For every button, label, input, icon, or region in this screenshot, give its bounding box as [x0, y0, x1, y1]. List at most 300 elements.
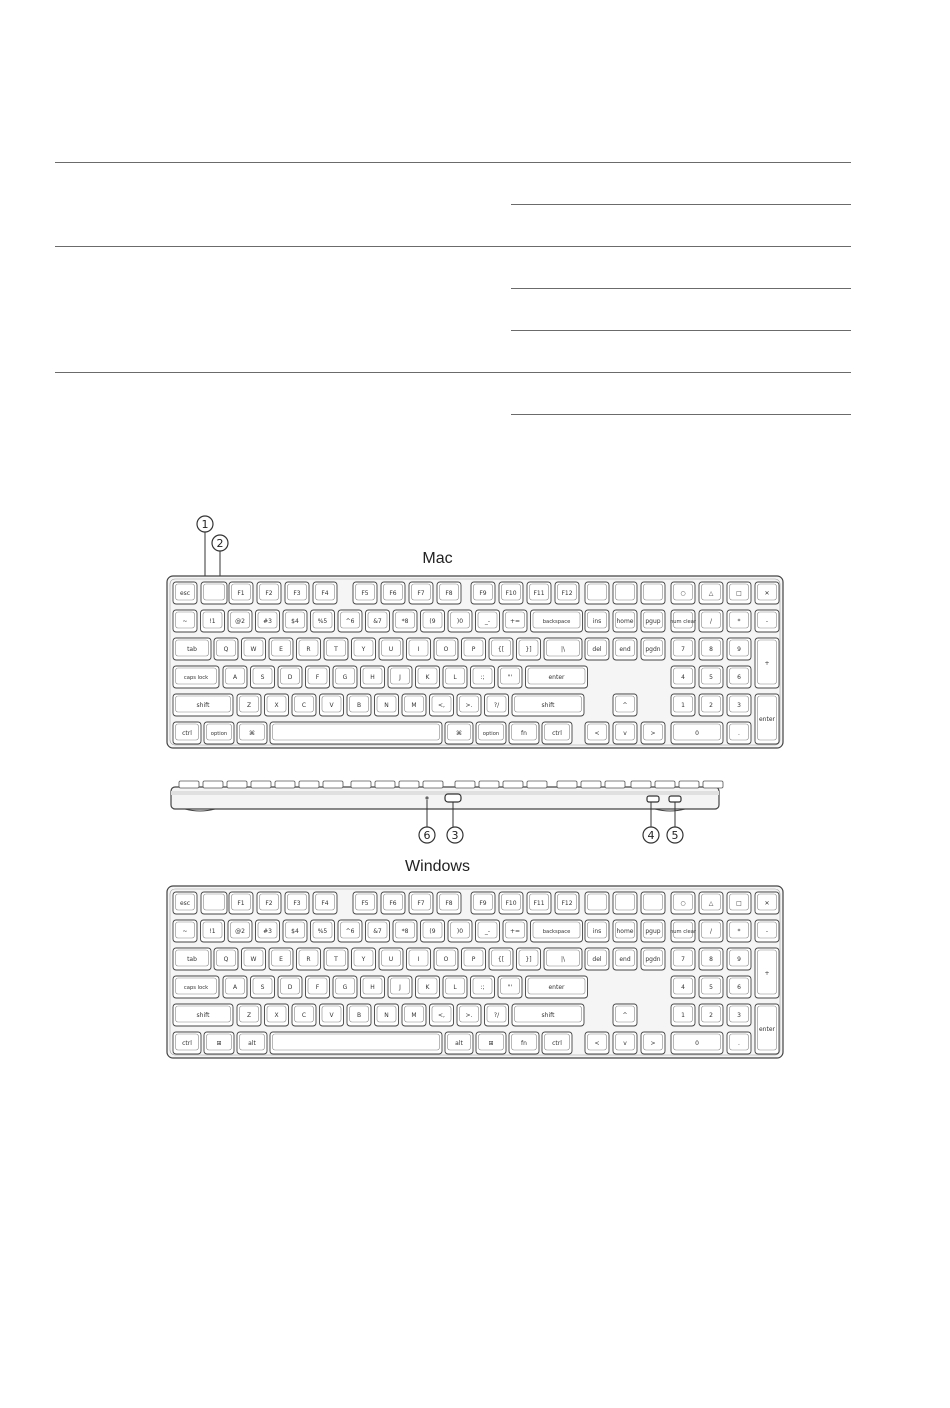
svg-text:"': "': [507, 674, 513, 681]
svg-text:^6: ^6: [345, 618, 355, 625]
side-keycap: [299, 781, 319, 788]
key-+=: [503, 610, 527, 632]
key-9: [727, 638, 751, 660]
key-△: [699, 582, 723, 604]
key-N: [375, 1004, 399, 1026]
key-R: [297, 638, 321, 660]
svg-text:>: >: [650, 730, 656, 737]
key-backspace: [531, 920, 583, 942]
side-keycap: [375, 781, 395, 788]
key-F12: [555, 892, 579, 914]
svg-text:esc: esc: [179, 590, 191, 597]
key-/: [699, 610, 723, 632]
svg-text:S: S: [260, 674, 265, 681]
key--: [755, 610, 779, 632]
key-numpad-0: [671, 722, 723, 744]
key-backslash: [544, 638, 582, 660]
key-bottom-7: [542, 1032, 572, 1054]
key-ins: [585, 920, 609, 942]
svg-text:L: L: [453, 674, 457, 681]
svg-text:Y: Y: [361, 956, 366, 963]
svg-text:$4: $4: [291, 928, 299, 935]
svg-text:△: △: [708, 900, 714, 907]
key-$4: [283, 920, 307, 942]
key-bottom-5: [476, 1032, 506, 1054]
key-"': [498, 666, 522, 688]
key-K: [416, 976, 440, 998]
key-numpad-dot: [727, 722, 751, 744]
key-S: [251, 666, 275, 688]
key-F10: [499, 892, 523, 914]
svg-text:-: -: [765, 618, 769, 625]
svg-text:D: D: [287, 674, 293, 681]
key-D: [278, 666, 302, 688]
key-shift-right: [512, 1004, 584, 1026]
key-pgup: [641, 920, 665, 942]
key-△: [699, 892, 723, 914]
key-X: [265, 694, 289, 716]
callout-6-label: 6: [423, 829, 431, 842]
key-blank: [201, 582, 227, 604]
key-F11: [527, 582, 551, 604]
svg-text:F9: F9: [479, 900, 487, 907]
key-bottom-3: [270, 1032, 442, 1054]
key-V: [320, 694, 344, 716]
table-rule: [511, 288, 851, 289]
svg-text:S: S: [260, 984, 265, 991]
svg-text:/: /: [709, 618, 713, 625]
svg-text:}]: }]: [525, 956, 532, 963]
key-A: [223, 666, 247, 688]
svg-text:T: T: [334, 646, 338, 653]
svg-text:8: 8: [709, 646, 713, 653]
svg-text:end: end: [619, 646, 631, 653]
key-E: [269, 948, 293, 970]
key-F6: [381, 892, 405, 914]
svg-text:P: P: [471, 646, 476, 653]
key-U: [379, 638, 403, 660]
key-Y: [352, 638, 376, 660]
svg-text:D: D: [287, 984, 293, 991]
key-mic: [613, 892, 637, 914]
svg-text:2: 2: [709, 1012, 713, 1019]
key-U: [379, 948, 403, 970]
svg-text:U: U: [388, 646, 394, 653]
table-rule: [55, 372, 851, 373]
key-arrow-9: [613, 1032, 637, 1054]
svg-text:F10: F10: [505, 900, 517, 907]
svg-text:J: J: [399, 984, 401, 991]
key-F9: [471, 892, 495, 914]
svg-text:*8: *8: [401, 928, 409, 935]
side-keycap: [557, 781, 577, 788]
svg-text:9: 9: [737, 646, 741, 653]
side-keycap: [703, 781, 723, 788]
key-arrow-up: [613, 694, 637, 716]
svg-text:F5: F5: [361, 900, 369, 907]
key-A: [223, 976, 247, 998]
svg-text:F1: F1: [237, 900, 245, 907]
key-arrow-9: [613, 722, 637, 744]
key-_-: [476, 610, 500, 632]
key-V: [320, 1004, 344, 1026]
svg-text:G: G: [342, 674, 348, 681]
table-rule-top: [55, 162, 851, 163]
usb-c-port: [445, 794, 461, 802]
side-keycap: [399, 781, 419, 788]
svg-text:G: G: [342, 984, 348, 991]
svg-text:F8: F8: [445, 900, 453, 907]
key-enter: [526, 976, 588, 998]
key-del: [585, 948, 609, 970]
key-bottom-4: [445, 722, 473, 744]
svg-text:home: home: [616, 618, 634, 625]
key-O: [434, 638, 458, 660]
key-F4: [313, 582, 337, 604]
svg-text:(9: (9: [429, 618, 436, 625]
key-F2: [257, 892, 281, 914]
svg-text:B: B: [356, 1012, 362, 1019]
svg-text:⌘: ⌘: [456, 730, 462, 737]
key-?/: [485, 1004, 509, 1026]
svg-text:4: 4: [681, 674, 685, 681]
svg-text:*: *: [737, 928, 741, 935]
svg-text:9: 9: [737, 956, 741, 963]
svg-text:M: M: [411, 1012, 417, 1019]
svg-text:end: end: [619, 956, 631, 963]
svg-text:C: C: [301, 1012, 307, 1019]
svg-text:V: V: [329, 702, 334, 709]
key-F6: [381, 582, 405, 604]
svg-text:alt: alt: [455, 1040, 463, 1047]
svg-text:□: □: [736, 590, 742, 597]
side-keycap: [605, 781, 625, 788]
svg-text:F6: F6: [389, 900, 397, 907]
svg-text:{[: {[: [497, 956, 505, 963]
svg-text:F: F: [315, 674, 320, 681]
key-bulb: [641, 582, 665, 604]
key-arrow-8: [585, 1032, 609, 1054]
svg-text:caps lock: caps lock: [183, 675, 209, 681]
svg-text:X: X: [274, 702, 279, 709]
side-keycap: [227, 781, 247, 788]
key-Q: [214, 948, 238, 970]
key-"': [498, 976, 522, 998]
svg-text:~: ~: [182, 928, 188, 935]
key-6: [727, 976, 751, 998]
key-enter: [526, 666, 588, 688]
svg-text:pgup: pgup: [645, 928, 661, 935]
svg-text:7: 7: [681, 646, 685, 653]
key-C: [292, 694, 316, 716]
svg-text:✕: ✕: [764, 900, 770, 907]
key-F7: [409, 582, 433, 604]
key-mic: [613, 582, 637, 604]
svg-text:+: +: [764, 970, 770, 977]
key-X: [265, 1004, 289, 1026]
svg-text:pgdn: pgdn: [645, 956, 661, 963]
key-F8: [437, 582, 461, 604]
svg-text:N: N: [384, 702, 389, 709]
key-*: [727, 920, 751, 942]
svg-text:ctrl: ctrl: [552, 730, 562, 737]
svg-text:R: R: [306, 956, 311, 963]
svg-text:K: K: [425, 674, 430, 681]
key-~: [173, 920, 197, 942]
svg-text:U: U: [388, 956, 394, 963]
svg-text:^6: ^6: [345, 928, 355, 935]
key-pgdn: [641, 638, 665, 660]
key-□: [727, 892, 751, 914]
svg-text:?/: ?/: [493, 702, 500, 709]
svg-text:F10: F10: [505, 590, 517, 597]
svg-text:F12: F12: [561, 590, 573, 597]
key-F: [306, 976, 330, 998]
key-F7: [409, 892, 433, 914]
svg-text:>.: >.: [465, 702, 473, 709]
svg-text:*8: *8: [401, 618, 409, 625]
key-7: [671, 638, 695, 660]
key-esc: [173, 892, 197, 914]
svg-text:/: /: [709, 928, 713, 935]
side-keycap: [275, 781, 295, 788]
key-_-: [476, 920, 500, 942]
key-2: [699, 694, 723, 716]
key-numpad-enter: [755, 694, 779, 744]
key-num clear: [670, 610, 697, 632]
key-F9: [471, 582, 495, 604]
svg-text:F6: F6: [389, 590, 397, 597]
side-keycap: [179, 781, 199, 788]
svg-text:○: ○: [680, 900, 686, 907]
svg-text:0: 0: [695, 730, 699, 737]
key-P: [462, 638, 486, 660]
svg-text:A: A: [232, 984, 238, 991]
svg-text:E: E: [279, 646, 283, 653]
svg-text:F4: F4: [321, 900, 329, 907]
svg-text:T: T: [334, 956, 338, 963]
svg-text:O: O: [443, 646, 449, 653]
svg-text:option: option: [210, 731, 228, 737]
svg-text:X: X: [274, 1012, 279, 1019]
key-8: [699, 638, 723, 660]
svg-text:H: H: [370, 674, 375, 681]
key-<,: [430, 694, 454, 716]
svg-text:+=: +=: [509, 618, 521, 625]
key-9: [727, 948, 751, 970]
key-F4: [313, 892, 337, 914]
svg-text:option: option: [482, 731, 500, 737]
key-5: [699, 976, 723, 998]
svg-text:<,: <,: [438, 1012, 445, 1019]
svg-text:M: M: [411, 702, 417, 709]
svg-text:E: E: [279, 956, 283, 963]
key-F10: [499, 582, 523, 604]
svg-text:del: del: [592, 956, 602, 963]
svg-text:1: 1: [681, 702, 685, 709]
svg-text:+=: +=: [509, 928, 521, 935]
svg-text:num clear: num clear: [669, 619, 697, 625]
key-4: [671, 666, 695, 688]
svg-text:F8: F8: [445, 590, 453, 597]
svg-text:.: .: [738, 730, 740, 737]
key-)0: [448, 920, 472, 942]
svg-text:V: V: [329, 1012, 334, 1019]
svg-text:?/: ?/: [493, 1012, 500, 1019]
key-home: [613, 610, 637, 632]
table-rule: [55, 246, 851, 247]
svg-text:W: W: [250, 956, 257, 963]
key-/: [699, 920, 723, 942]
key-J: [388, 976, 412, 998]
svg-text:shift: shift: [541, 702, 555, 709]
svg-text:_-: _-: [484, 618, 491, 625]
key-K: [416, 666, 440, 688]
key-esc: [173, 582, 197, 604]
callout-1-label: 1: [201, 518, 209, 531]
key-pgup: [641, 610, 665, 632]
key-bottom-1: [204, 722, 234, 744]
key-@2: [228, 610, 252, 632]
svg-text:Q: Q: [223, 646, 229, 653]
key-backslash: [544, 948, 582, 970]
side-keycap: [679, 781, 699, 788]
key-Z: [237, 694, 261, 716]
key-□: [727, 582, 751, 604]
svg-text:7: 7: [681, 956, 685, 963]
svg-text:O: O: [443, 956, 449, 963]
key-bottom-2: [237, 1032, 267, 1054]
svg-text:0: 0: [695, 1040, 699, 1047]
mac-title: Mac: [422, 550, 453, 567]
key-F2: [257, 582, 281, 604]
key-#3: [256, 610, 280, 632]
callout-5-label: 5: [671, 829, 679, 842]
svg-text:fn: fn: [521, 1040, 527, 1047]
key-pgdn: [641, 948, 665, 970]
key-2: [699, 1004, 723, 1026]
svg-text:F1: F1: [237, 590, 245, 597]
svg-text:F4: F4: [321, 590, 329, 597]
key-bottom-5: [476, 722, 506, 744]
key-~: [173, 610, 197, 632]
key-{[: [489, 638, 513, 660]
side-keycap: [251, 781, 271, 788]
key-S: [251, 976, 275, 998]
key-B: [347, 1004, 371, 1026]
key-W: [242, 638, 266, 660]
key-F3: [285, 582, 309, 604]
svg-text:⌘: ⌘: [249, 730, 255, 737]
svg-text:alt: alt: [248, 1040, 256, 1047]
svg-text:8: 8: [709, 956, 713, 963]
key-!1: [201, 610, 225, 632]
svg-text:#3: #3: [263, 618, 272, 625]
svg-text:P: P: [471, 956, 476, 963]
key-F3: [285, 892, 309, 914]
key-&7: [366, 920, 390, 942]
key-ins: [585, 610, 609, 632]
key-:;: [471, 666, 495, 688]
key-bulb: [641, 892, 665, 914]
windows-keyboard-diagram: [165, 884, 785, 1060]
svg-text:enter: enter: [548, 984, 565, 991]
key-numpad-dot: [727, 1032, 751, 1054]
key-{[: [489, 948, 513, 970]
key-?/: [485, 694, 509, 716]
key-F12: [555, 582, 579, 604]
svg-text:del: del: [592, 646, 602, 653]
svg-text::;: :;: [480, 674, 485, 681]
key-shift-left: [173, 1004, 233, 1026]
svg-text:H: H: [370, 984, 375, 991]
svg-text:esc: esc: [179, 900, 191, 907]
key-(9: [421, 610, 445, 632]
svg-text:{[: {[: [497, 646, 505, 653]
svg-text:F: F: [315, 984, 320, 991]
svg-text:F12: F12: [561, 900, 573, 907]
key-:;: [471, 976, 495, 998]
svg-text:^: ^: [622, 1012, 628, 1019]
key->.: [457, 1004, 481, 1026]
svg-text:&7: &7: [373, 928, 382, 935]
callout-3-label: 3: [451, 829, 459, 842]
key-screenshot: [585, 892, 609, 914]
svg-text:I: I: [417, 956, 420, 963]
svg-text:v: v: [623, 730, 627, 737]
svg-text:fn: fn: [521, 730, 527, 737]
key-blank: [201, 892, 227, 914]
key-bottom-1: [204, 1032, 234, 1054]
svg-text:~: ~: [182, 618, 188, 625]
side-keycap: [631, 781, 651, 788]
mode-switch: [647, 796, 659, 802]
key-num clear: [670, 920, 697, 942]
svg-text:!1: !1: [209, 618, 216, 625]
svg-text:ctrl: ctrl: [182, 730, 192, 737]
svg-text:Z: Z: [246, 1012, 252, 1019]
svg-text:pgup: pgup: [645, 618, 661, 625]
key-del: [585, 638, 609, 660]
key-D: [278, 976, 302, 998]
side-keycap: [203, 781, 223, 788]
key-(9: [421, 920, 445, 942]
key-F: [306, 666, 330, 688]
key-shift-left: [173, 694, 233, 716]
key-numpad-enter: [755, 1004, 779, 1054]
key-backspace: [531, 610, 583, 632]
key-arrow-10: [641, 722, 665, 744]
side-keycap: [455, 781, 475, 788]
key-+=: [503, 920, 527, 942]
table-rule: [511, 330, 851, 331]
svg-text:6: 6: [737, 984, 741, 991]
svg-text:v: v: [623, 1040, 627, 1047]
svg-text:1: 1: [681, 1012, 685, 1019]
callout-2-label: 2: [216, 537, 224, 550]
side-keycap: [351, 781, 371, 788]
key-numpad-0: [671, 1032, 723, 1054]
svg-text:F11: F11: [533, 590, 545, 597]
indicator-light: [425, 796, 428, 799]
svg-text:pgdn: pgdn: [645, 646, 661, 653]
svg-text:5: 5: [709, 674, 713, 681]
svg-text:Y: Y: [361, 646, 366, 653]
key-caps-lock: [173, 976, 219, 998]
svg-text:I: I: [417, 646, 420, 653]
key-arrow-10: [641, 1032, 665, 1054]
svg-text:⊞: ⊞: [216, 1040, 222, 1047]
